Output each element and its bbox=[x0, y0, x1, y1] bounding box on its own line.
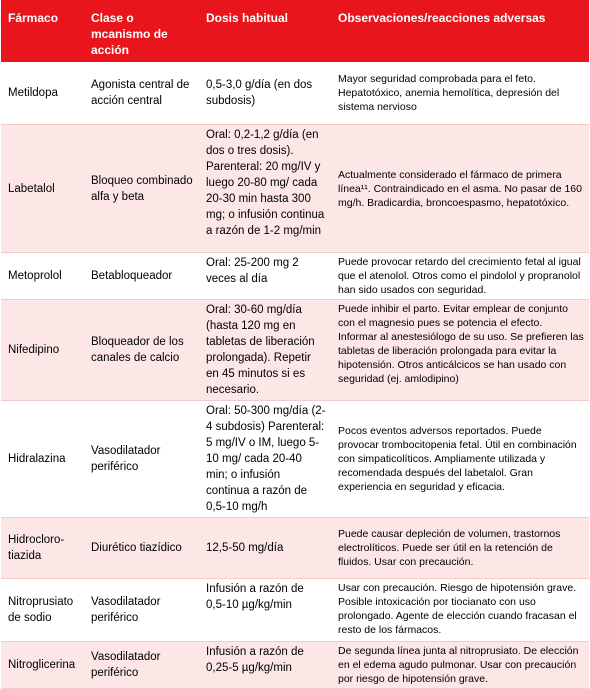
class-cell: Vasodilatador periférico bbox=[84, 579, 199, 642]
class-cell: Agonista central de acción central bbox=[84, 62, 199, 125]
drug-cell: Metoprolol bbox=[1, 253, 84, 300]
table-row bbox=[1, 62, 589, 125]
drug-cell: Nitroglicerina bbox=[1, 642, 84, 689]
table-row bbox=[1, 253, 589, 300]
dose-cell: Oral: 50-300 mg/día (2-4 subdosis) Parenteral: 5 mg/IV o IM, luego 5-10 mg/ cada 20-40 min; o infusión continua a razón de 0,5-10 mg/h bbox=[199, 401, 331, 518]
table-body bbox=[1, 62, 589, 689]
class-cell: Bloqueador de los canales de calcio bbox=[84, 300, 199, 401]
class-cell: Betabloqueador bbox=[84, 253, 199, 300]
drug-table bbox=[1, 0, 589, 689]
table-row bbox=[1, 401, 589, 518]
dose-cell: Infusión a razón de 0,25-5 µg/kg/min bbox=[199, 642, 331, 689]
header-dose: Dosis habitual bbox=[199, 0, 331, 62]
drug-cell: Nifedipino bbox=[1, 300, 84, 401]
drug-cell: Labetalol bbox=[1, 125, 84, 253]
dose-cell: Oral: 25-200 mg 2 veces al día bbox=[199, 253, 331, 300]
drug-cell: Hidrocloro-tiazida bbox=[1, 518, 84, 579]
header-drug: Fármaco bbox=[1, 0, 84, 62]
class-cell: Bloqueo combinado alfa y beta bbox=[84, 125, 199, 253]
table-header bbox=[1, 0, 589, 62]
dose-cell: 0,5-3,0 g/día (en dos subdosis) bbox=[199, 62, 331, 125]
observations-cell: Usar con precaución. Riesgo de hipotensión grave. Posible intoxicación por tiocianato con uso prolongado. Agente de elección cuando fracasan el resto de los fármacos. bbox=[331, 579, 589, 642]
header-row bbox=[1, 0, 589, 62]
dose-cell: 12,5-50 mg/día bbox=[199, 518, 331, 579]
class-cell: Diurético tiazídico bbox=[84, 518, 199, 579]
observations-cell: Pocos eventos adversos reportados. Puede provocar trombocitopenia fetal. Útil en combinación con simpaticolíticos. Ampliamente utilizada y recomendada después del labetalol. Gran experiencia en seguridad y eficacia. bbox=[331, 401, 589, 518]
drug-cell: Nitroprusiato de sodio bbox=[1, 579, 84, 642]
table-row bbox=[1, 579, 589, 642]
class-cell: Vasodilatador periférico bbox=[84, 642, 199, 689]
observations-cell: Puede causar depleción de volumen, trastornos electrolíticos. Puede ser útil en la retención de fluidos. Usar con precaución. bbox=[331, 518, 589, 579]
observations-cell: Puede inhibir el parto. Evitar emplear de conjunto con el magnesio pues se potencia el efecto. Informar al anestesiólogo de su uso. Se prefieren las tabletas de liberación prolongada para evitar la hipotensión. Otros anticálcicos se han usado con seguridad (ej. amlodipino) bbox=[331, 300, 589, 401]
class-cell: Vasodilatador periférico bbox=[84, 401, 199, 518]
table-row bbox=[1, 518, 589, 579]
observations-cell: Puede provocar retardo del crecimiento fetal al igual que el atenolol. Otros como el pindolol y propranolol han sido usados con seguridad. bbox=[331, 253, 589, 300]
dose-cell: Oral: 30-60 mg/día (hasta 120 mg en tabletas de liberación prolongada). Repetir en 45 minutos si es necesario. bbox=[199, 300, 331, 401]
table-row bbox=[1, 125, 589, 253]
dose-cell: Oral: 0,2-1,2 g/día (en dos o tres dosis). Parenteral: 20 mg/IV y luego 20-80 mg/ cada 20-30 min hasta 300 mg; o infusión continua a razón de 1-2 mg/min bbox=[199, 125, 331, 253]
observations-cell: Mayor seguridad comprobada para el feto. Hepatotóxico, anemia hemolítica, depresión del sistema nervioso bbox=[331, 62, 589, 125]
observations-cell: De segunda línea junta al nitroprusiato. De elección en el edema agudo pulmonar. Usar con precaución por riesgo de hipotensión grave. bbox=[331, 642, 589, 689]
drug-cell: Hidralazina bbox=[1, 401, 84, 518]
table-row bbox=[1, 300, 589, 401]
header-observations: Observaciones/reacciones adversas bbox=[331, 0, 589, 62]
observations-cell: Actualmente considerado el fármaco de primera línea¹¹. Contraindicado en el asma. No pasar de 160 mg/h. Bradicardia, broncoespasmo, hepatotóxico. bbox=[331, 125, 589, 253]
dose-cell: Infusión a razón de 0,5-10 µg/kg/min bbox=[199, 579, 331, 642]
drug-cell: Metildopa bbox=[1, 62, 84, 125]
table-row bbox=[1, 642, 589, 689]
header-class: Clase o mcanismo de acción bbox=[84, 0, 199, 62]
